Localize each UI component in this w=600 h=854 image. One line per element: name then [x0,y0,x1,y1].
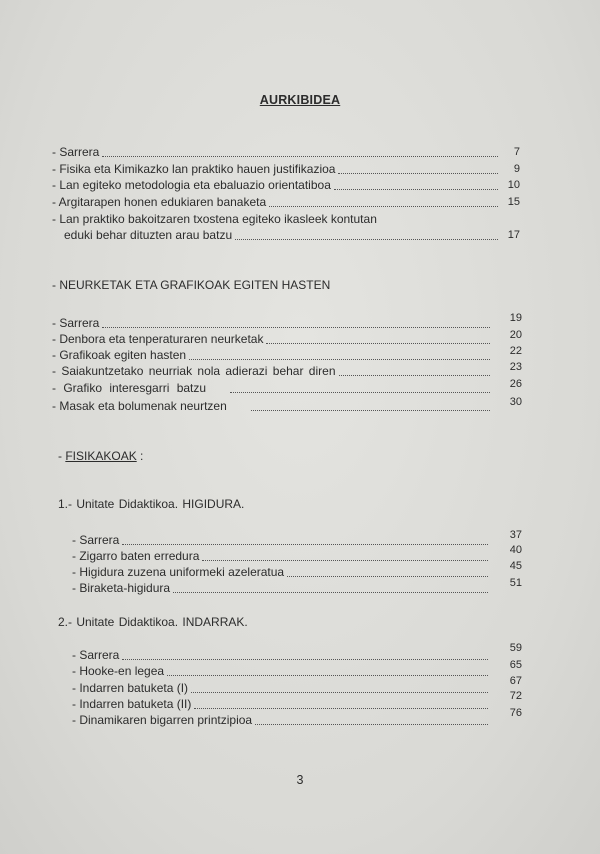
toc-page: 65 [509,659,522,671]
toc-label-line1: - Lan praktiko bakoitzaren txostena egiteko ikasleek kontutan [52,212,377,226]
toc-page: 20 [509,329,522,341]
toc-label: eduki behar dituzten arau batzu [64,228,233,242]
toc-entry [52,381,494,396]
toc-page: 23 [509,361,522,373]
dot-leader [122,658,488,660]
toc-page: 72 [509,690,522,702]
unit-heading: 2.- Unitate Didaktikoa. INDARRAK. [58,615,248,629]
toc-label: - Sarrera [72,533,120,547]
toc-label: - Dinamikaren bigarren printzipioa [72,713,253,727]
toc-label: - Zigarro baten erredura [72,549,200,563]
toc-label: - Indarren batuketa (II) [72,697,192,711]
unit-heading: 1.- Unitate Didaktikoa. HIGIDURA. [58,497,245,511]
toc-entry [72,581,492,596]
dot-leader [194,707,488,709]
toc-page: 9 [513,163,520,175]
toc-entry [72,697,492,712]
section-heading: - NEURKETAK ETA GRAFIKOAK EGITEN HASTEN [52,278,331,292]
toc-label: - Sarrera [52,316,100,330]
toc-label: - Hooke-en legea [72,664,165,678]
toc-label: - Masak eta bolumenak neurtzen [52,399,227,413]
dot-leader [189,358,490,360]
toc-entry [72,664,492,679]
toc-page: 15 [507,196,520,208]
toc-page: 19 [509,312,522,324]
dot-leader [167,674,488,676]
dot-leader [191,691,488,693]
toc-label: - Higidura zuzena uniformeki azeleratua [72,565,285,579]
heading-prefix: - [58,449,66,463]
toc-entry [72,549,492,564]
toc-label: - Grafiko interesgarri batzu [52,381,207,395]
toc-entry [72,681,492,696]
toc-page: 67 [509,675,522,687]
page-number: 3 [296,773,304,787]
toc-page: 76 [509,707,522,719]
dot-leader [202,559,488,561]
toc-label: - Indarren batuketa (I) [72,681,189,695]
dot-leader [102,155,498,157]
toc-page: 37 [509,529,522,541]
dot-leader [251,409,490,411]
page-title: AURKIBIDEA [259,93,341,107]
toc-label: - Argitarapen honen edukiaren banaketa [52,195,267,209]
heading-suffix: : [136,449,144,463]
toc-page: 59 [509,642,522,654]
toc-label: - Grafikoak egiten hasten [52,348,187,362]
toc-label: - Sarrera [72,648,120,662]
dot-leader [269,205,498,207]
dot-leader [334,188,498,190]
toc-label: - Sarrera [52,145,100,159]
toc-entry [72,565,492,580]
dot-leader [235,238,498,240]
toc-page: 26 [509,378,522,390]
toc-page: 22 [509,345,522,357]
toc-entry [52,195,502,210]
toc-entry [52,348,494,363]
toc-page: 10 [507,179,520,191]
toc-entry [52,364,494,379]
dot-leader [173,591,488,593]
toc-entry [52,178,502,193]
section-heading-fisikakoak [58,449,143,463]
dot-leader [102,326,490,328]
dot-leader [338,172,498,174]
toc-entry [52,316,494,331]
toc-entry [52,145,502,160]
toc-entry [72,713,492,728]
toc-entry [52,332,494,347]
toc-label: - Saiakuntzetako neurriak nola adierazi behar diren [52,364,336,378]
toc-page: 40 [509,544,522,556]
toc-label: - Denbora eta tenperaturaren neurketak [52,332,264,346]
toc-label: - Biraketa-higidura [72,581,171,595]
toc-page: 51 [509,577,522,589]
toc-label: - Fisika eta Kimikazko lan praktiko hauen justifikazioa [52,162,336,176]
toc-entry [52,399,494,414]
dot-leader [339,374,491,376]
toc-page: 45 [509,560,522,572]
toc-page: 7 [513,146,520,158]
dot-leader [255,723,488,725]
dot-leader [287,575,488,577]
toc-entry [72,648,492,663]
toc-label: - Lan egiteko metodologia eta ebaluazio orientatiboa [52,178,331,192]
toc-entry [52,162,502,177]
dot-leader [230,391,490,393]
dot-leader [122,543,488,545]
heading-text: FISIKAKOAK [65,449,137,463]
toc-page: 17 [507,229,520,241]
toc-entry [64,228,502,243]
toc-entry [72,533,492,548]
dot-leader [266,342,490,344]
toc-page: 30 [509,396,522,408]
